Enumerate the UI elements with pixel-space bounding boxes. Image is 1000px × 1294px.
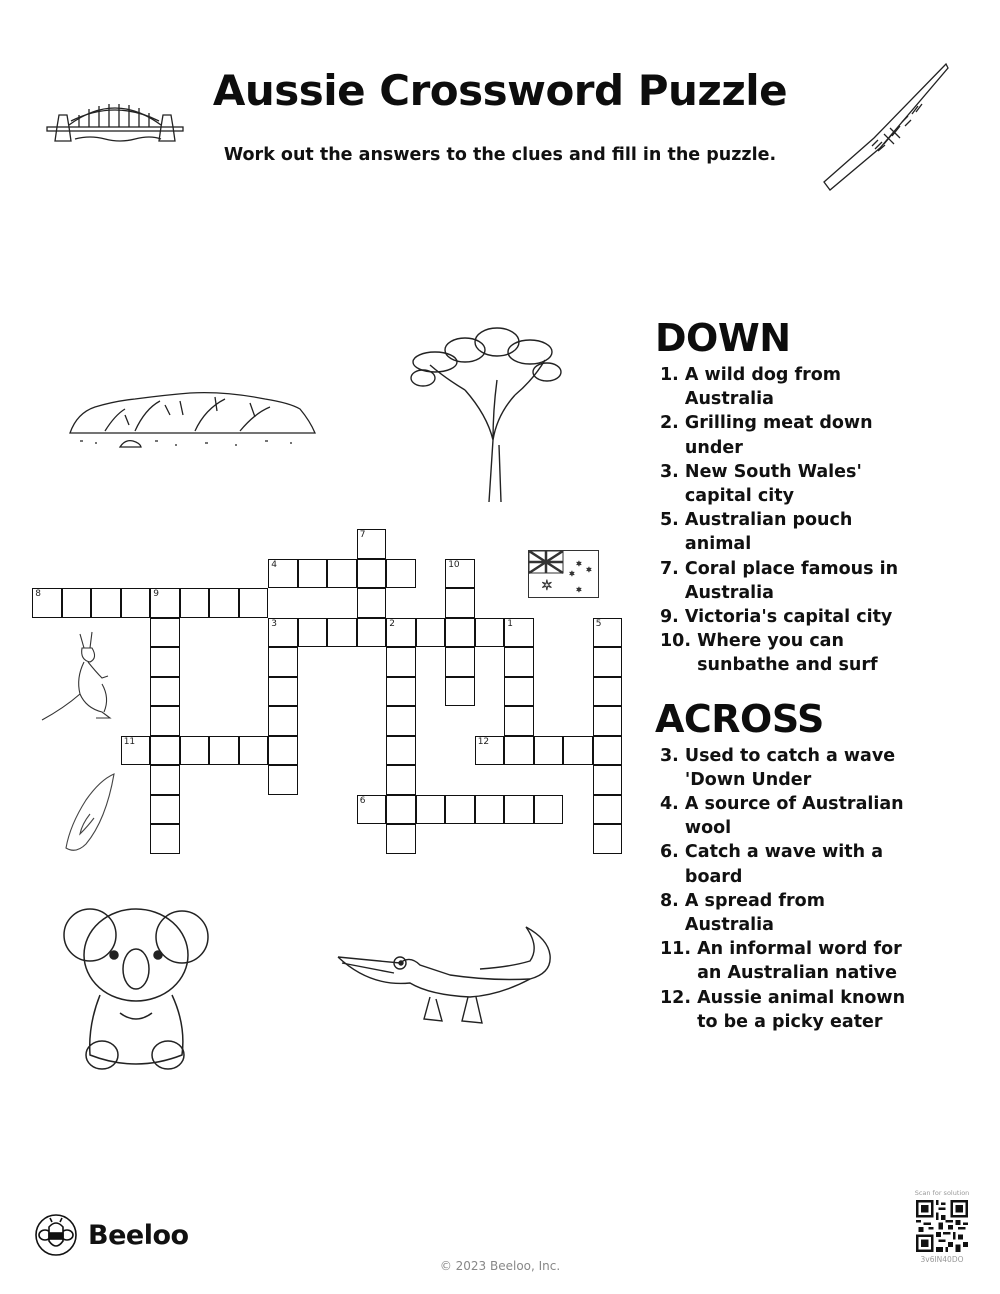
clue-number: 2 bbox=[389, 618, 395, 629]
crossword-cell[interactable] bbox=[504, 795, 534, 825]
clue-text: Aussie animal known to be a picky eater bbox=[697, 987, 906, 1032]
clue-number: 5 bbox=[595, 618, 602, 629]
crossword-cell[interactable] bbox=[121, 588, 151, 618]
clue-number: 7. bbox=[660, 558, 679, 579]
clue-text: Where you can sunbathe and surf bbox=[697, 631, 878, 676]
crossword-cell[interactable] bbox=[563, 736, 593, 766]
crossword-cell[interactable] bbox=[386, 559, 416, 589]
clue-number: 1. bbox=[660, 365, 679, 385]
svg-text:✶: ✶ bbox=[541, 578, 553, 594]
crossword-cell[interactable] bbox=[504, 647, 534, 677]
across-clues bbox=[655, 696, 955, 1034]
crossword-cell[interactable] bbox=[593, 677, 623, 707]
crossword-cell[interactable] bbox=[357, 529, 387, 559]
crossword-cell[interactable] bbox=[91, 588, 121, 618]
across-clue bbox=[655, 889, 955, 937]
crossword-cell[interactable] bbox=[534, 795, 564, 825]
crossword-cell[interactable] bbox=[62, 588, 92, 618]
crossword-cell[interactable] bbox=[504, 706, 534, 736]
clue-text: Catch a wave with a board bbox=[684, 842, 884, 887]
solution-qr[interactable] bbox=[910, 1188, 974, 1266]
crossword-cell[interactable] bbox=[268, 559, 298, 589]
across-clue bbox=[655, 840, 955, 888]
clue-number: 12 bbox=[477, 736, 490, 747]
crossword-cell[interactable] bbox=[298, 618, 328, 648]
clue-text: New South Wales' capital city bbox=[684, 461, 862, 507]
clue-text: Grilling meat down under bbox=[684, 413, 873, 458]
clue-number: 3. bbox=[660, 745, 679, 766]
crossword-cell[interactable] bbox=[357, 588, 387, 618]
crossword-cell[interactable] bbox=[150, 588, 180, 618]
crossword-cell[interactable] bbox=[386, 677, 416, 707]
crossword-cell[interactable] bbox=[386, 765, 416, 795]
crossword-cell[interactable] bbox=[298, 559, 328, 589]
down-clue bbox=[655, 460, 955, 508]
crossword-cell[interactable] bbox=[180, 588, 210, 618]
crossword-cell[interactable] bbox=[386, 647, 416, 677]
crossword-cell[interactable] bbox=[150, 677, 180, 707]
crossword-cell[interactable] bbox=[593, 765, 623, 795]
clue-number: 3 bbox=[271, 618, 277, 629]
crossword-cell[interactable] bbox=[357, 559, 387, 589]
down-heading: DOWN bbox=[655, 316, 791, 360]
clue-number: 11. bbox=[660, 939, 692, 960]
across-clue bbox=[655, 744, 955, 792]
crossword-cell[interactable] bbox=[445, 618, 475, 648]
clue-number: 4 bbox=[271, 559, 277, 570]
crossword-cell[interactable] bbox=[504, 677, 534, 707]
crossword-cell[interactable] bbox=[150, 795, 180, 825]
sydney-harbour-bridge-icon bbox=[45, 97, 185, 152]
crossword-cell[interactable] bbox=[386, 736, 416, 766]
crossword-cell[interactable] bbox=[150, 647, 180, 677]
down-clue bbox=[655, 508, 955, 556]
clue-number: 12. bbox=[660, 987, 692, 1008]
qr-code-icon[interactable] bbox=[916, 1200, 968, 1252]
crossword-cell[interactable] bbox=[32, 588, 62, 618]
crossword-cell[interactable] bbox=[386, 706, 416, 736]
crossword-cell[interactable] bbox=[268, 618, 298, 648]
clue-number: 10 bbox=[448, 559, 460, 570]
across-heading: ACROSS bbox=[655, 696, 824, 741]
beeloo-logo bbox=[34, 1213, 189, 1257]
clues-panel bbox=[655, 315, 955, 1034]
australian-flag-icon bbox=[528, 550, 599, 598]
clue-text: Coral place famous in Australia bbox=[684, 558, 899, 603]
crossword-cell[interactable] bbox=[593, 706, 623, 736]
clue-number: 4. bbox=[660, 794, 679, 815]
crossword-cell[interactable] bbox=[357, 618, 387, 648]
down-clue bbox=[655, 363, 955, 411]
crossword-cell[interactable] bbox=[475, 736, 505, 766]
crossword-cell[interactable] bbox=[534, 736, 564, 766]
clue-text: Victoria's capital city bbox=[684, 607, 893, 628]
crossword-cell[interactable] bbox=[268, 736, 298, 766]
instructions: Work out the answers to the clues and fill in the puzzle. bbox=[223, 145, 777, 165]
clue-text: An informal word for an Australian native bbox=[697, 939, 902, 984]
clue-number: 11 bbox=[123, 736, 136, 747]
down-clues bbox=[655, 315, 955, 678]
clue-number: 8. bbox=[660, 890, 679, 911]
crossword-cell[interactable] bbox=[268, 647, 298, 677]
crossword-cell[interactable] bbox=[445, 588, 475, 618]
crossword-cell[interactable] bbox=[327, 618, 357, 648]
crossword-cell[interactable] bbox=[386, 795, 416, 825]
crossword-cell[interactable] bbox=[357, 795, 387, 825]
clue-text: Australian pouch animal bbox=[684, 510, 853, 555]
crossword-cell[interactable] bbox=[475, 795, 505, 825]
clue-text: A source of Australian wool bbox=[684, 794, 904, 839]
crossword-cell[interactable] bbox=[504, 736, 534, 766]
copyright: © 2023 Beeloo, Inc. bbox=[439, 1259, 561, 1273]
didgeridoo-icon bbox=[820, 60, 970, 195]
clue-number: 1 bbox=[507, 618, 513, 629]
crossword-cell[interactable] bbox=[209, 588, 239, 618]
across-clue bbox=[655, 937, 955, 985]
clue-number: 9 bbox=[153, 589, 159, 600]
crossword-cell[interactable] bbox=[593, 647, 623, 677]
crossword-cell[interactable] bbox=[121, 736, 151, 766]
clue-number: 6. bbox=[660, 842, 679, 863]
page-title: Aussie Crossword Puzzle bbox=[212, 66, 788, 115]
crossword-cell[interactable] bbox=[239, 736, 269, 766]
clue-text: A wild dog from Australia bbox=[684, 365, 842, 410]
surfboard-icon bbox=[60, 770, 120, 855]
crossword-cell[interactable] bbox=[150, 706, 180, 736]
clue-number: 8 bbox=[35, 589, 41, 600]
crossword-cell[interactable] bbox=[593, 618, 623, 648]
crossword-cell[interactable] bbox=[445, 795, 475, 825]
clue-number: 5. bbox=[660, 510, 679, 531]
svg-text:✶: ✶ bbox=[576, 586, 582, 594]
across-clue bbox=[655, 792, 955, 840]
crossword-cell[interactable] bbox=[593, 824, 623, 854]
uluru-icon bbox=[65, 385, 325, 455]
crossword-cell[interactable] bbox=[475, 618, 505, 648]
crossword-cell[interactable] bbox=[416, 795, 446, 825]
crossword-cell[interactable] bbox=[268, 765, 298, 795]
svg-text:✶: ✶ bbox=[576, 560, 582, 568]
bee-icon bbox=[34, 1213, 78, 1257]
crossword-cell[interactable] bbox=[150, 736, 180, 766]
qr-code-id: 3v6IN40DO bbox=[920, 1255, 964, 1264]
crossword-cell[interactable] bbox=[150, 618, 180, 648]
across-clue bbox=[655, 986, 955, 1034]
crossword-cell[interactable] bbox=[416, 618, 446, 648]
crossword-cell[interactable] bbox=[180, 736, 210, 766]
crossword-cell[interactable] bbox=[150, 765, 180, 795]
crossword-cell[interactable] bbox=[445, 677, 475, 707]
clue-number: 6 bbox=[359, 795, 366, 806]
crossword-cell[interactable] bbox=[445, 647, 475, 677]
clue-text: A spread from Australia bbox=[684, 890, 825, 936]
crossword-cell[interactable] bbox=[268, 677, 298, 707]
down-clue bbox=[655, 629, 955, 677]
crossword-cell[interactable] bbox=[209, 736, 239, 766]
crossword-cell[interactable] bbox=[327, 559, 357, 589]
kangaroo-icon bbox=[40, 628, 130, 723]
svg-text:✶: ✶ bbox=[569, 570, 575, 578]
qr-label: Scan for solution bbox=[914, 1189, 970, 1197]
crossword-cell[interactable] bbox=[150, 824, 180, 854]
crossword-cell[interactable] bbox=[504, 618, 534, 648]
down-clue bbox=[655, 557, 955, 605]
brand-name: Beeloo bbox=[88, 1219, 189, 1251]
crossword-cell[interactable] bbox=[386, 824, 416, 854]
clue-number: 10. bbox=[660, 631, 692, 652]
crocodile-icon bbox=[330, 925, 560, 1035]
clue-number: 3. bbox=[660, 461, 679, 482]
crossword-cell[interactable] bbox=[268, 706, 298, 736]
crossword-cell[interactable] bbox=[593, 736, 623, 766]
svg-text:✶: ✶ bbox=[586, 566, 592, 574]
koala-icon bbox=[60, 895, 210, 1075]
across-clue-list bbox=[655, 744, 955, 1034]
down-clue-list bbox=[655, 363, 955, 678]
crossword-cell[interactable] bbox=[593, 795, 623, 825]
crossword-cell[interactable] bbox=[445, 559, 475, 589]
down-clue bbox=[655, 411, 955, 459]
clue-number: 7 bbox=[359, 530, 366, 541]
clue-number: 2. bbox=[660, 413, 679, 434]
tree-icon bbox=[405, 320, 565, 505]
crossword-cell[interactable] bbox=[239, 588, 269, 618]
clue-number: 9. bbox=[660, 607, 679, 628]
crossword-cell[interactable] bbox=[386, 618, 416, 648]
down-clue bbox=[655, 605, 955, 629]
clue-text: Used to catch a wave 'Down Under bbox=[684, 745, 896, 790]
